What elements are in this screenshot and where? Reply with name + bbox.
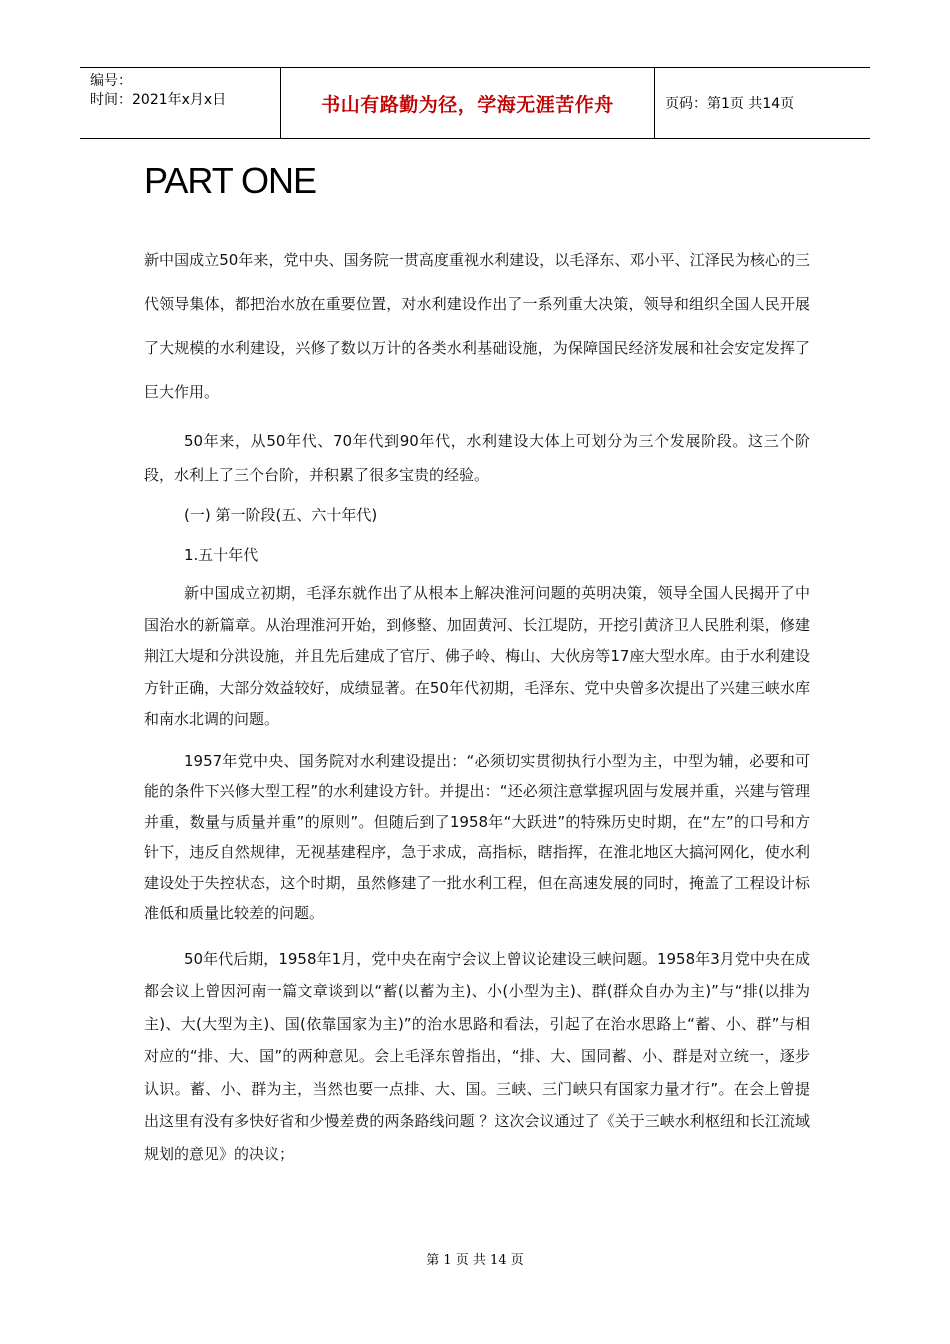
document-title: PART ONE	[144, 160, 317, 201]
section-heading: (一) 第一阶段(五、六十年代)	[184, 506, 378, 524]
header-page-info: 页码：第1页 共14页	[665, 96, 795, 112]
header-meta	[80, 68, 281, 138]
number-label: 编号：	[90, 73, 132, 89]
paragraph-fifties: 新中国成立初期，毛泽东就作出了从根本上解决淮河问题的英明决策，领导全国人民揭开了中国治水的新篇章。从治理淮河开始，到修整、加固黄河、长江堤防，开挖引黄济卫人民胜利渠，修建荆江大堤和分洪设施，并且先后建成了官厅、佛子岭、梅山、大伙房等17座大型水库。由于水利建设方针正确，大部分效益较好，成绩显著。在50年代初期，毛泽东、党中央曾多次提出了兴建三峡水库和南水北调的问题。	[144, 584, 810, 728]
subsection-heading: 1.五十年代	[184, 546, 259, 564]
paragraph-late-fifties: 50年代后期，1958年1月，党中央在南宁会议上曾议论建设三峡问题。1958年3月党中央在成都会议上曾因河南一篇文章谈到以“蓄(以蓄为主)、小(小型为主)、群(群众自办为主)”与“排(以排为主)、大(大型为主)、国(依靠国家为主)”的治水思路和看法，引起了在治水思路上“蓄、小、群”与相对应的“排、大、国”的两种意见。会上毛泽东曾指出，“排、大、国同蓄、小、群是对立统一，逐步认识。蓄、小、群为主，当然也要一点排、大、国。三峡、三门峡只有国家力量才行”。在会上曾提出这里有没有多快好省和少慢差费的两条路线问题 ？这次会议通过了《关于三峡水利枢纽和长江流域规划的意见》的决议；	[144, 949, 810, 1163]
document-body	[144, 238, 810, 1170]
page-header	[80, 67, 870, 139]
paragraph-1957: 1957年党中央、国务院对水利建设提出：“必须切实贯彻执行小型为主，中型为辅，必要和可能的条件下兴修大型工程”的水利建设方针。并提出：“还必须注意掌握巩固与发展并重，兴建与管理并重，数量与质量并重”的原则”。但随后到了1958年“大跃进”的特殊历史时期，在“左”的口号和方针下，违反自然规律，无视基建程序，急于求成，高指标，瞎指挥，在淮北地区大搞河网化，使水利建设处于失控状态，这个时期，虽然修建了一批水利工程，但在高速发展的同时，掩盖了工程设计标准低和质量比较差的问题。	[144, 751, 810, 922]
header-motto: 书山有路勤为径，学海无涯苦作舟	[281, 68, 655, 138]
time-label: 时间：2021年x月x日	[90, 92, 227, 108]
page-footer: 第 1 页 共 14 页	[426, 1253, 524, 1268]
paragraph-stages: 50年来，从50年代、70年代到90年代，水利建设大体上可划分为三个发展阶段。这三个阶段，水利上了三个台阶，并积累了很多宝贵的经验。	[144, 432, 810, 484]
paragraph-intro: 新中国成立50年来，党中央、国务院一贯高度重视水利建设，以毛泽东、邓小平、江泽民为核心的三代领导集体，都把治水放在重要位置，对水利建设作出了一系列重大决策，领导和组织全国人民开展了大规模的水利建设，兴修了数以万计的各类水利基础设施，为保障国民经济发展和社会安定发挥了巨大作用。	[144, 251, 810, 401]
